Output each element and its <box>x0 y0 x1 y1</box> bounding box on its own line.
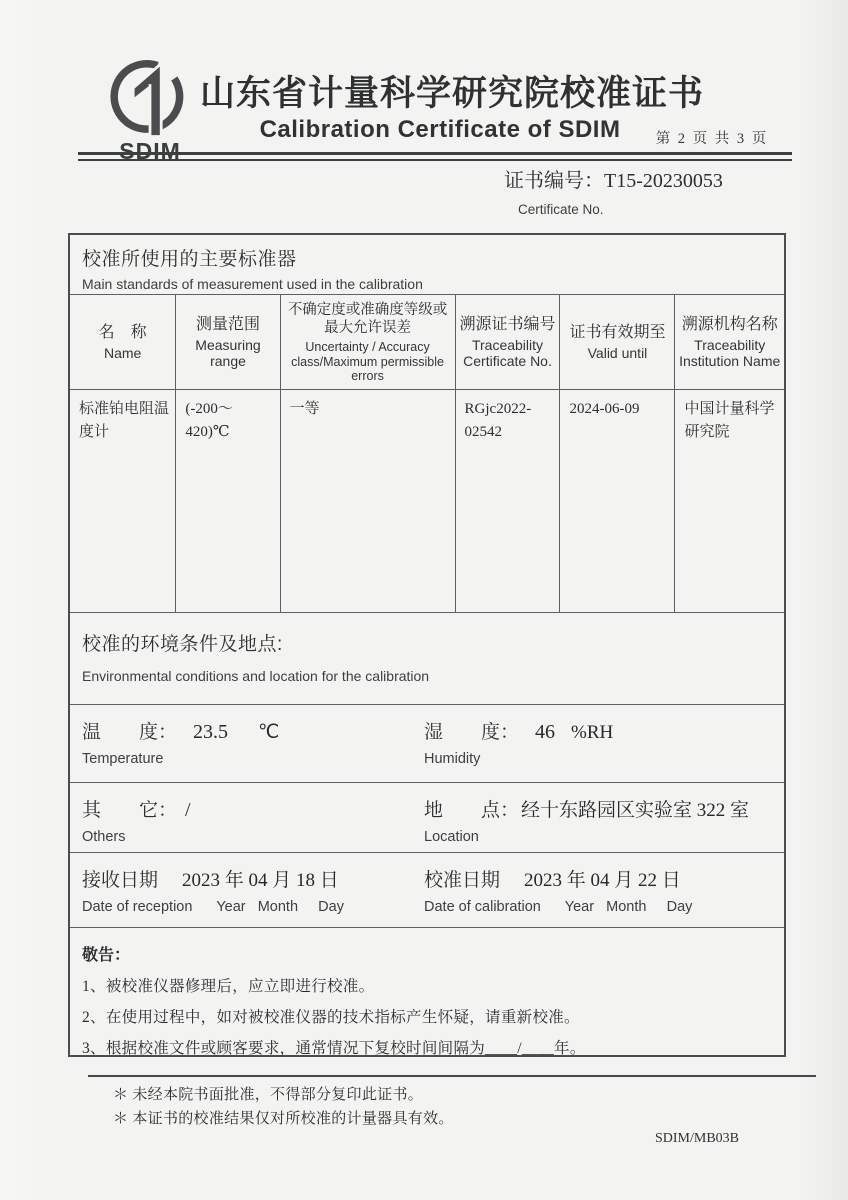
humidity-unit: %RH <box>571 722 614 743</box>
col-header-valid-until: 证书有效期至 Valid until <box>560 295 675 389</box>
dates-row <box>70 853 784 928</box>
standards-table-row <box>70 390 784 613</box>
calibration-date-field <box>422 853 784 927</box>
cell-standard-name: 标准铂电阻温度计 <box>70 390 176 612</box>
footnote-2: ＊ 本证书的校准结果仅对所校准的计量器具有效。 <box>113 1111 454 1127</box>
standards-table-header <box>70 295 784 390</box>
temperature-unit: ℃ <box>258 722 280 743</box>
col-header-measuring-range: 测量范围 Measuring range <box>176 295 280 389</box>
environment-title-en: Environmental conditions and location for the calibration <box>82 668 430 684</box>
cell-accuracy-class: 一等 <box>281 390 456 612</box>
temperature-field <box>70 705 422 782</box>
header-divider <box>78 152 792 161</box>
standards-title-en: Main standards of measurement used in the calibration <box>82 276 423 292</box>
reception-date-label-en: Date of reception Year Month Day <box>82 899 344 915</box>
footer-divider <box>88 1075 816 1077</box>
location-label-en: Location <box>424 829 479 845</box>
calibration-date-value: 2023 年 04 月 22 日 <box>524 870 681 891</box>
certificate-title-cn: 山东省计量科学研究院校准证书 <box>200 74 705 113</box>
notice-title: 敬告： <box>82 947 131 964</box>
reception-date-field <box>70 853 422 927</box>
standards-section-header <box>70 235 784 295</box>
location-field <box>422 783 784 852</box>
location-label-cn: 地 点： <box>424 800 520 821</box>
others-location-row <box>70 783 784 853</box>
humidity-value: 46 <box>535 721 556 743</box>
certificate-number-en-label: Certificate No. <box>518 202 604 217</box>
temperature-value: 23.5 <box>193 721 229 743</box>
page-number-info: 第 2 页 共 3 页 <box>655 131 769 147</box>
footnote-1: ＊ 未经本院书面批准，不得部分复印此证书。 <box>113 1087 424 1103</box>
cell-institution: 中国计量科学研究院 <box>684 401 775 441</box>
reception-date-value: 2023 年 04 月 18 日 <box>182 870 339 891</box>
calibration-date-label-cn: 校准日期 <box>424 870 501 891</box>
notice-item-1: 1、被校准仪器修理后，应立即进行校准。 <box>82 978 375 995</box>
certificate-number-block <box>504 164 723 217</box>
notice-item-3: 3、根据校准文件或顾客要求，通常情况下复校时间间隔为____/____年。 <box>82 1040 586 1057</box>
col-header-name: 名 称 Name <box>70 295 176 389</box>
temp-humidity-row <box>70 705 784 783</box>
cell-valid-until: 2024-06-09 <box>560 390 675 612</box>
sdim-logo-emblem <box>102 58 198 144</box>
notice-section <box>70 928 784 1055</box>
notice-item-2: 2、在使用过程中，如对被校准仪器的技术指标产生怀疑，请重新校准。 <box>82 1009 580 1026</box>
others-label-en: Others <box>82 829 126 845</box>
environment-title-cn: 校准的环境条件及地点: <box>82 634 283 655</box>
cell-traceability-no: RGjc2022-02542 <box>456 390 561 612</box>
sdim-logo-text: SDIM <box>119 138 181 164</box>
others-field <box>70 783 422 852</box>
temperature-label-en: Temperature <box>82 751 164 767</box>
col-header-institution: 溯源机构名称 Traceability Institution Name <box>679 315 781 370</box>
sdim-logo <box>98 58 202 165</box>
others-value: / <box>185 799 191 821</box>
humidity-label-cn: 湿 度： <box>424 722 520 743</box>
certificate-number: 证书编号：T15-20230053 <box>504 170 723 192</box>
calibration-date-label-en: Date of calibration Year Month Day <box>424 899 693 915</box>
reception-date-label-cn: 接收日期 <box>82 870 159 891</box>
temperature-label-cn: 温 度： <box>82 722 178 743</box>
humidity-label-en: Humidity <box>424 751 481 767</box>
others-label-cn: 其 它： <box>82 800 178 821</box>
certificate-title-en: Calibration Certificate of SDIM <box>259 116 621 143</box>
standards-title-cn: 校准所使用的主要标准器 <box>82 249 297 270</box>
location-value: 经十东路园区实验室 322 室 <box>521 800 750 821</box>
environment-section-header <box>70 613 784 705</box>
certificate-body-box <box>68 233 786 1057</box>
col-header-traceability-no: 溯源证书编号 Traceability Certificate No. <box>456 295 561 389</box>
humidity-field <box>422 705 784 782</box>
cell-measuring-range: (-200～420)℃ <box>176 390 280 612</box>
form-code: SDIM/MB03B <box>655 1131 740 1146</box>
col-header-uncertainty: 不确定度或准确度等级或最大允许误差 Uncertainty / Accuracy class/Maximum permissible errors <box>281 295 456 389</box>
